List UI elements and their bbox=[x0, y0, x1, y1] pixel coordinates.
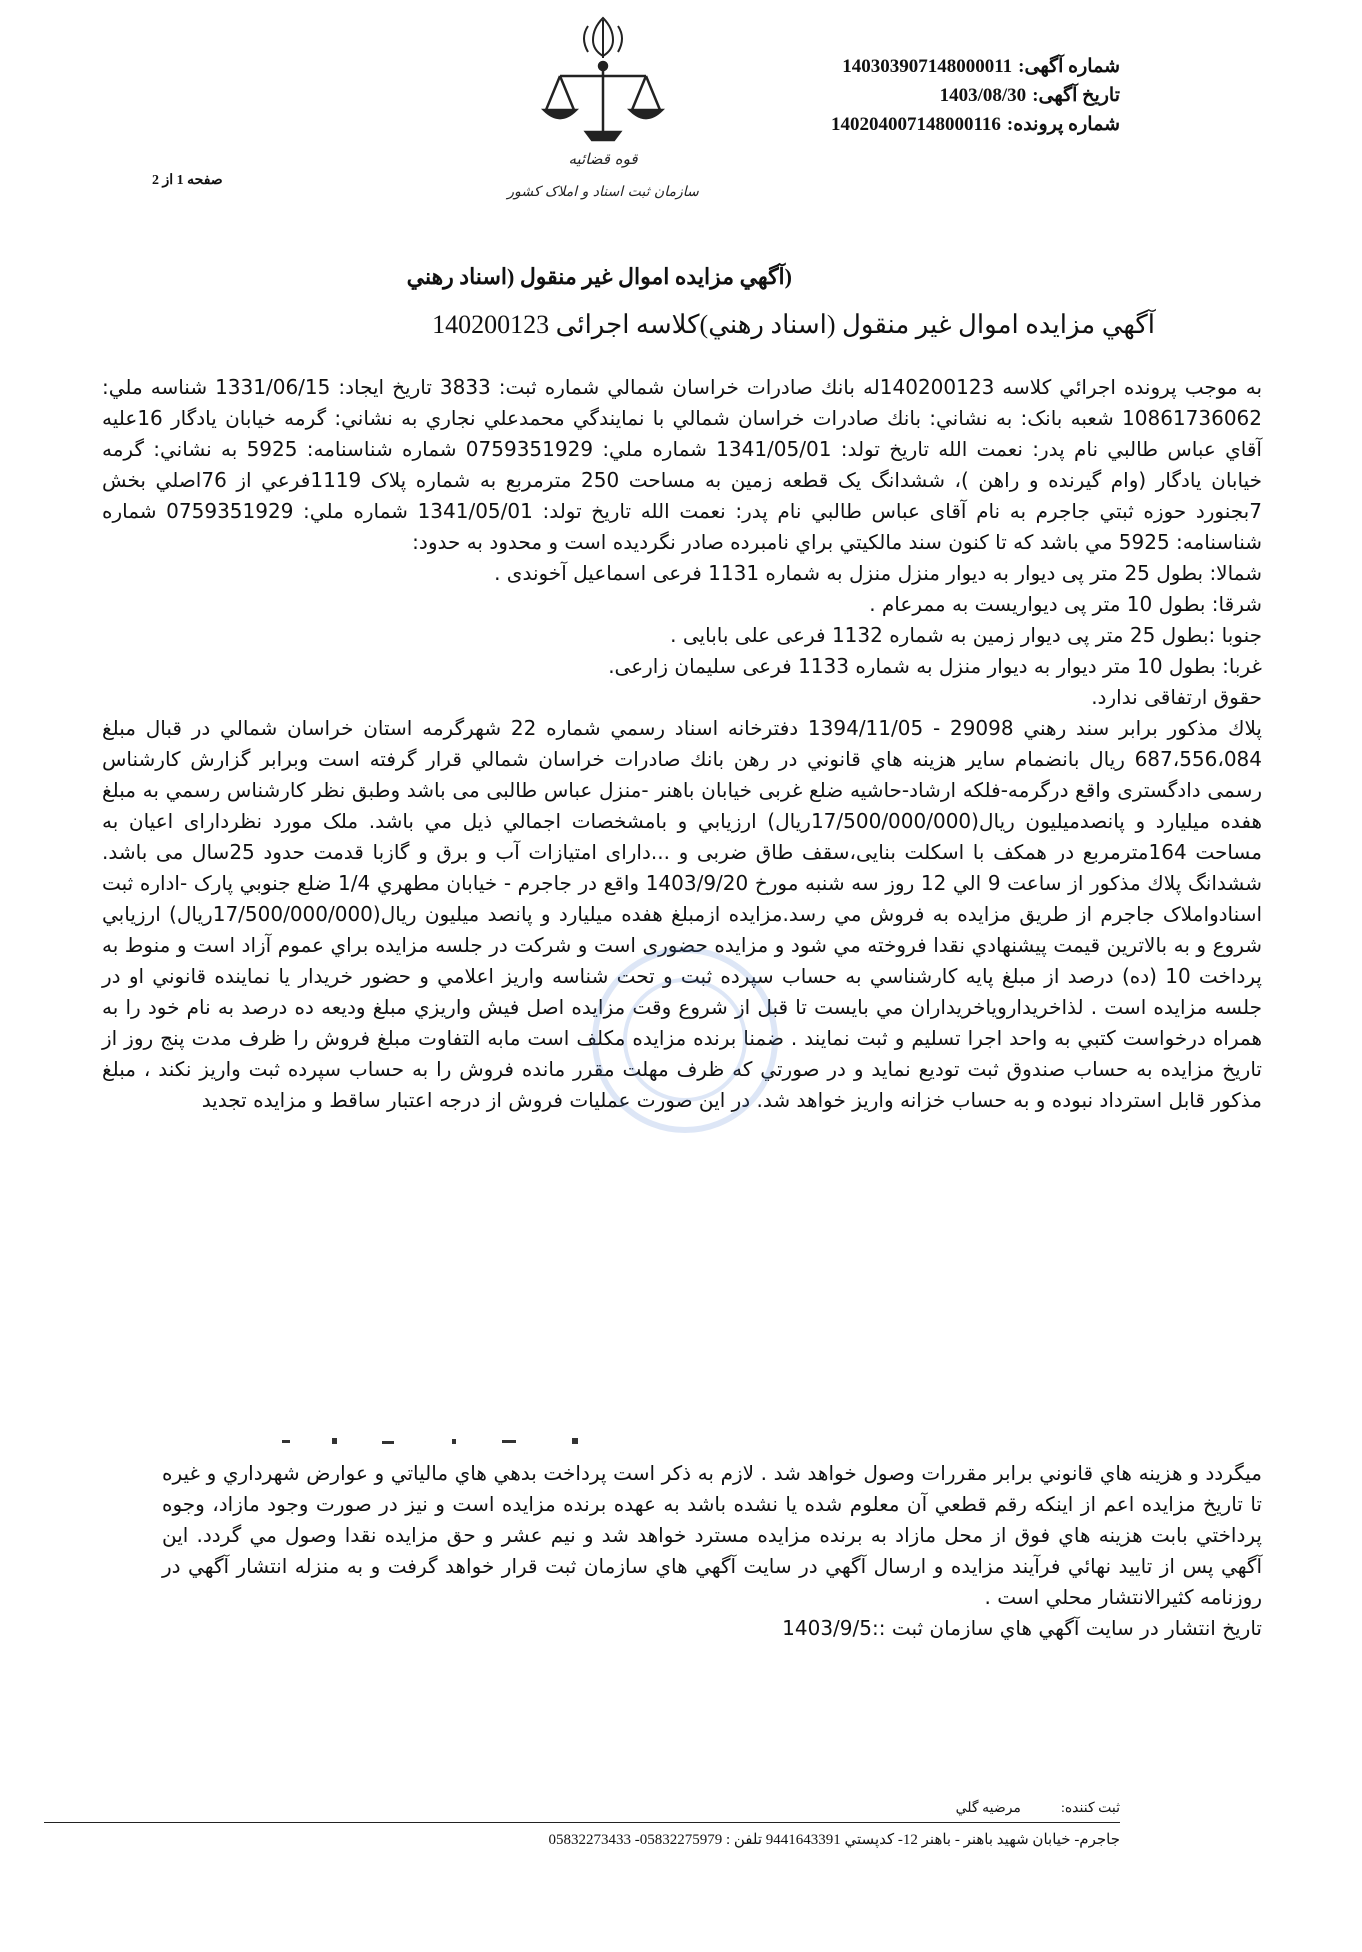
notice-date-row bbox=[825, 81, 1120, 110]
notice-number-row bbox=[825, 52, 1120, 81]
page-indicator: صفحه 1 از 2 bbox=[152, 173, 223, 188]
judiciary-logo-text: قوه قضائیه bbox=[568, 150, 638, 168]
paragraph-publication-date: تاريخ انتشار در سايت آگهي هاي سازمان ثبت ::1403/9/5 bbox=[782, 1616, 1262, 1640]
paragraph-auction-terms: پلاك مذكور برابر سند رهني 29098 - 1394/11/05 دفترخانه اسناد رسمي شماره 22 شهرگرمه استان خراسان شمالي در قبال مبلغ 687،556،084 ريال بانضمام ساير هزينه هاي قانوني در رهن بانك صادرات خراسان شمالي قرار گرفته است وبرابر گزارش کارشناس رسمی دادگستری واقع درگرمه-فلکه ارشاد-حاشیه ضلع غربی خیابان باهنر -منزل عباس طالبی می باشد وطبق نظر كارشناس رسمي به مبلغ هفده میلیارد و پانصدمیلیون ریال(17/500/000/000ريال) ارزيابي و بامشخصات اجمالي ذيل مي باشد. ملک مورد نظردارای اعیان به مساحت 164مترمربع در همکف با اسکلت بنایی،سقف طاق ضربی و ...دارای امتیازات آب و برق و گازبا قدمت حدود 25سال می باشد. ششدانگ پلاك مذكور از ساعت 9 الي 12 روز سه شنبه مورخ 1403/9/20 واقع در جاجرم - خيابان مطهري 1/4 ضلع جنوبي پارک -اداره ثبت اسنادواملاک جاجرم از طريق مزايده به فروش مي رسد.مزايده ازمبلغ هفده میلیارد و پانصد میلیون ریال(17/500/000/000ريال) ارزيابي شروع و به بالاترين قيمت پيشنهادي نقدا فروخته مي شود و مزایده حضوری است و شركت در جلسه مزايده براي عموم آزاد است و منوط به پرداخت 10 (ده) درصد از مبلغ پايه كارشناسي به حساب سپرده ثبت و تحت شناسه واريز اعلامي و حضور خريدار يا نماينده قانوني او در جلسه مزايده است . لذاخريداروياخريداران مي بايست تا قبل از شروع وقت مزايده اصل فيش واريزي مبلغ وديعه ده درصد به نام خود را به همراه درخواست كتبي به واحد اجرا تسليم و ثبت نمايند . ضمنا برنده مزايده مكلف است مابه التفاوت مبلغ فروش را ظرف مدت پنج روز از تاريخ مزايده به حساب صندوق ثبت توديع نمايد و در صورتي كه ظرف مهلت مقرر مانده فروش را به حساب سپرده ثبت واريز نكند ، مبلغ مذكور قابل استرداد نبوده و به حساب خزانه واريز خواهد شد. در اين صورت عمليات فروش از درجه اعتبار ساقط و مزايده تجديد bbox=[102, 716, 1263, 1112]
scales-of-justice-icon bbox=[544, 62, 662, 140]
paragraph-boundary-north: شمالا: بطول 25 متر پی ديوار به ديوار منزل منزل به شماره 1131 فرعی اسماعيل آخوندی . bbox=[494, 561, 1262, 585]
paragraph-boundary-east: شرقا: بطول 10 متر پی ديواريست به ممرعام . bbox=[869, 592, 1262, 616]
paragraph-boundary-west: غربا: بطول 10 متر ديوار به ديوار منزل به شماره 1133 فرعی سليمان زارعی. bbox=[608, 654, 1262, 678]
notice-number: 140303907148000011 bbox=[842, 56, 1013, 77]
registrar-name: مرضيه گلي bbox=[955, 1801, 1021, 1816]
registrar-info bbox=[956, 1800, 1120, 1817]
case-number-label: شماره پرونده: bbox=[1006, 114, 1120, 135]
notice-number-label: شماره آگهی: bbox=[1018, 56, 1120, 77]
page-subtitle: آگهي مزايده اموال غير منقول (اسناد رهني)كلاسه اجرائی 140200123 bbox=[432, 310, 1155, 339]
case-number: 140204007148000116 bbox=[830, 114, 1001, 135]
paragraph-boundary-south: جنوبا :بطول 25 متر پی ديوار زمين به شماره 1132 فرعی علی بابايی . bbox=[670, 623, 1262, 647]
registrar-label: ثبت كننده: bbox=[1060, 1801, 1120, 1816]
notice-date-label: تاریخ آگهی: bbox=[1032, 85, 1120, 106]
iran-emblem-icon bbox=[584, 18, 622, 58]
page-title: (آگهي مزايده اموال غير منقول (اسناد رهني bbox=[406, 264, 792, 289]
notice-header-info bbox=[825, 52, 1120, 139]
paragraph-fees-and-publication: ميگردد و هزينه هاي قانوني برابر مقررات وصول خواهد شد . لازم به ذكر است پرداخت بدهي هاي مالياتي و عوارض شهرداري و غيره تا تاريخ مزايده اعم از اينكه رقم قطعي آن معلوم شده يا نشده باشد به عهده برنده مزايده است و نيز در صورت وجود مازاد، وجوه پرداختي بابت هزينه هاي فوق از محل مازاد به برنده مزايده مسترد خواهد شد و نيم عشر و حق مزايده نقدا وصول مي گردد. اين آگهي پس از تاييد نهائي فرآيند مزايده و ارسال آگهي در سايت آگهي هاي سازمان ثبت قرار خواهد گرفت و به منزله انتشار آگهي در روزنامه كثيرالانتشار محلي است . bbox=[162, 1461, 1262, 1609]
paragraph-case-details: به موجب پرونده اجرائي كلاسه 140200123له بانك صادرات خراسان شمالي شماره ثبت: 3833 تاريخ ايجاد: 1331/06/15 شناسه ملي: 10861736062 شعبه بانک: به نشاني: بانك صادرات خراسان شمالي با نمايندگي محمدعلي نجاري به نشاني: گرمه خيابان يادگار 16عليه آقاي عباس طالبي نام پدر: نعمت الله تاريخ تولد: 1341/05/01 شماره ملي: 0759351929 شماره شناسنامه: 5925 به نشاني: گرمه خيابان يادگار (وام گيرنده و راهن )، ششدانگ يک قطعه زمين به مساحت 250 مترمربع به شماره پلاک 1119فرعي از 76اصلي بخش 7بجنورد حوزه ثبتي جاجرم به نام آقای عباس طالبي نام پدر: نعمت الله تاريخ تولد: 1341/05/01 شماره ملي: 0759351929 شماره شناسنامه: 5925 مي باشد كه تا كنون سند مالكيتي براي نامبرده صادر نگرديده است و محدود به حدود: bbox=[102, 375, 1263, 554]
watermark-logo bbox=[570, 940, 800, 1140]
organization-logo-text: سازمان ثبت اسناد و املاک کشور bbox=[507, 184, 699, 200]
footer-address: جاجرم- خيابان شهيد باهنر - باهنر 12- كدپستي 9441643391 تلفن : 05832275979- 05832273433 bbox=[548, 1832, 1120, 1848]
footer-divider bbox=[44, 1822, 1120, 1823]
paragraph-easement: حقوق ارتفاقی ندارد. bbox=[1091, 685, 1262, 709]
case-number-row bbox=[825, 110, 1120, 139]
notice-date: 1403/08/30 bbox=[939, 85, 1027, 106]
registry-organization-logo bbox=[500, 14, 710, 214]
cut-text-fragment bbox=[272, 1434, 602, 1448]
notice-body-continued bbox=[162, 1458, 1262, 1644]
